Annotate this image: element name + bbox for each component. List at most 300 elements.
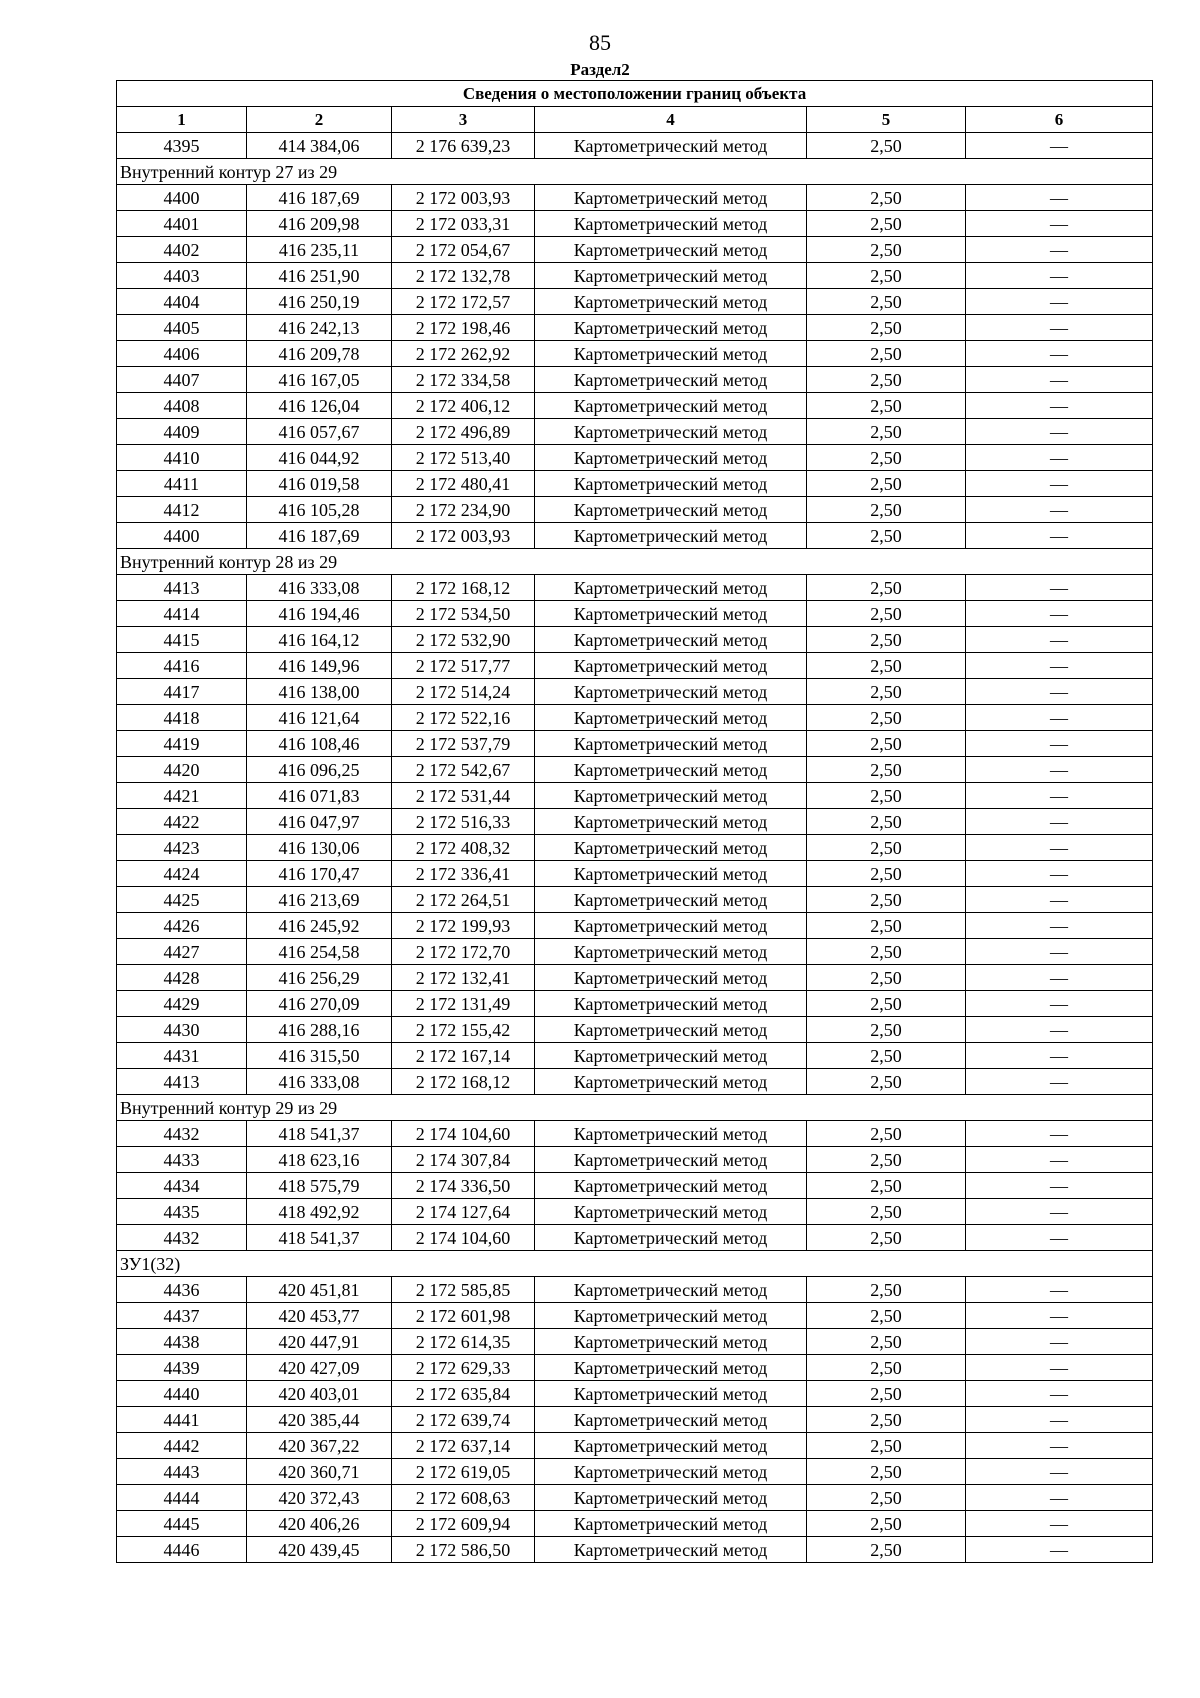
accuracy-cell: 2,50 [807, 1277, 966, 1303]
point-number-cell: 4436 [117, 1277, 247, 1303]
method-cell: Картометрический метод [535, 185, 807, 211]
table-row [117, 1303, 1153, 1329]
point-number-cell: 4410 [117, 445, 247, 471]
table-row [117, 783, 1153, 809]
y-coordinate-cell: 2 172 334,58 [392, 367, 535, 393]
y-coordinate-cell: 2 174 104,60 [392, 1121, 535, 1147]
table-row [117, 497, 1153, 523]
description-cell: — [966, 1433, 1153, 1459]
description-cell: — [966, 289, 1153, 315]
table-row [117, 1147, 1153, 1173]
description-cell: — [966, 809, 1153, 835]
description-cell: — [966, 575, 1153, 601]
method-cell: Картометрический метод [535, 1225, 807, 1251]
x-coordinate-cell: 416 213,69 [247, 887, 392, 913]
x-coordinate-cell: 416 256,29 [247, 965, 392, 991]
x-coordinate-cell: 420 385,44 [247, 1407, 392, 1433]
method-cell: Картометрический метод [535, 523, 807, 549]
description-cell: — [966, 1225, 1153, 1251]
y-coordinate-cell: 2 172 532,90 [392, 627, 535, 653]
accuracy-cell: 2,50 [807, 1459, 966, 1485]
contour-group-label: ЗУ1(32) [117, 1251, 1153, 1277]
description-cell: — [966, 1303, 1153, 1329]
point-number-cell: 4432 [117, 1121, 247, 1147]
method-cell: Картометрический метод [535, 471, 807, 497]
point-number-cell: 4415 [117, 627, 247, 653]
y-coordinate-cell: 2 172 629,33 [392, 1355, 535, 1381]
y-coordinate-cell: 2 172 003,93 [392, 185, 535, 211]
point-number-cell: 4400 [117, 185, 247, 211]
accuracy-cell: 2,50 [807, 393, 966, 419]
x-coordinate-cell: 416 242,13 [247, 315, 392, 341]
method-cell: Картометрический метод [535, 1407, 807, 1433]
method-cell: Картометрический метод [535, 1017, 807, 1043]
description-cell: — [966, 705, 1153, 731]
accuracy-cell: 2,50 [807, 913, 966, 939]
x-coordinate-cell: 416 138,00 [247, 679, 392, 705]
y-coordinate-cell: 2 172 054,67 [392, 237, 535, 263]
description-cell: — [966, 393, 1153, 419]
x-coordinate-cell: 416 126,04 [247, 393, 392, 419]
accuracy-cell: 2,50 [807, 1173, 966, 1199]
table-row [117, 1355, 1153, 1381]
accuracy-cell: 2,50 [807, 1381, 966, 1407]
method-cell: Картометрический метод [535, 237, 807, 263]
table-row [117, 471, 1153, 497]
y-coordinate-cell: 2 172 155,42 [392, 1017, 535, 1043]
method-cell: Картометрический метод [535, 1537, 807, 1563]
section-title: Раздел2 [570, 60, 630, 79]
y-coordinate-cell: 2 174 336,50 [392, 1173, 535, 1199]
description-cell: — [966, 1017, 1153, 1043]
x-coordinate-cell: 420 360,71 [247, 1459, 392, 1485]
accuracy-cell: 2,50 [807, 185, 966, 211]
point-number-cell: 4406 [117, 341, 247, 367]
description-cell: — [966, 1329, 1153, 1355]
method-cell: Картометрический метод [535, 1173, 807, 1199]
page-number: 85 [589, 30, 611, 55]
contour-group-row [117, 159, 1153, 185]
table-row [117, 1433, 1153, 1459]
method-cell: Картометрический метод [535, 835, 807, 861]
y-coordinate-cell: 2 176 639,23 [392, 133, 535, 159]
y-coordinate-cell: 2 172 480,41 [392, 471, 535, 497]
description-cell: — [966, 185, 1153, 211]
table-row [117, 445, 1153, 471]
table-row [117, 1485, 1153, 1511]
point-number-cell: 4427 [117, 939, 247, 965]
point-number-cell: 4422 [117, 809, 247, 835]
table-row [117, 939, 1153, 965]
x-coordinate-cell: 416 333,08 [247, 575, 392, 601]
column-header: 1 [117, 107, 247, 133]
contour-group-row [117, 549, 1153, 575]
point-number-cell: 4423 [117, 835, 247, 861]
y-coordinate-cell: 2 172 531,44 [392, 783, 535, 809]
table-row [117, 1199, 1153, 1225]
method-cell: Картометрический метод [535, 133, 807, 159]
accuracy-cell: 2,50 [807, 627, 966, 653]
accuracy-cell: 2,50 [807, 523, 966, 549]
x-coordinate-cell: 416 254,58 [247, 939, 392, 965]
point-number-cell: 4444 [117, 1485, 247, 1511]
point-number-cell: 4416 [117, 653, 247, 679]
y-coordinate-cell: 2 172 637,14 [392, 1433, 535, 1459]
x-coordinate-cell: 416 105,28 [247, 497, 392, 523]
method-cell: Картометрический метод [535, 705, 807, 731]
description-cell: — [966, 315, 1153, 341]
y-coordinate-cell: 2 172 609,94 [392, 1511, 535, 1537]
description-cell: — [966, 1121, 1153, 1147]
y-coordinate-cell: 2 172 132,78 [392, 263, 535, 289]
y-coordinate-cell: 2 172 167,14 [392, 1043, 535, 1069]
y-coordinate-cell: 2 172 516,33 [392, 809, 535, 835]
point-number-cell: 4429 [117, 991, 247, 1017]
description-cell: — [966, 1459, 1153, 1485]
y-coordinate-cell: 2 172 264,51 [392, 887, 535, 913]
point-number-cell: 4419 [117, 731, 247, 757]
point-number-cell: 4428 [117, 965, 247, 991]
x-coordinate-cell: 416 044,92 [247, 445, 392, 471]
method-cell: Картометрический метод [535, 679, 807, 705]
y-coordinate-cell: 2 172 199,93 [392, 913, 535, 939]
method-cell: Картометрический метод [535, 1069, 807, 1095]
x-coordinate-cell: 416 071,83 [247, 783, 392, 809]
x-coordinate-cell: 416 164,12 [247, 627, 392, 653]
description-cell: — [966, 1407, 1153, 1433]
y-coordinate-cell: 2 172 601,98 [392, 1303, 535, 1329]
x-coordinate-cell: 420 453,77 [247, 1303, 392, 1329]
method-cell: Картометрический метод [535, 627, 807, 653]
method-cell: Картометрический метод [535, 419, 807, 445]
table-row [117, 1043, 1153, 1069]
x-coordinate-cell: 420 451,81 [247, 1277, 392, 1303]
point-number-cell: 4401 [117, 211, 247, 237]
table-row [117, 1329, 1153, 1355]
point-number-cell: 4420 [117, 757, 247, 783]
accuracy-cell: 2,50 [807, 1355, 966, 1381]
description-cell: — [966, 601, 1153, 627]
x-coordinate-cell: 416 250,19 [247, 289, 392, 315]
point-number-cell: 4400 [117, 523, 247, 549]
accuracy-cell: 2,50 [807, 1511, 966, 1537]
table-body [117, 133, 1153, 1563]
method-cell: Картометрический метод [535, 1433, 807, 1459]
point-number-cell: 4418 [117, 705, 247, 731]
x-coordinate-cell: 420 367,22 [247, 1433, 392, 1459]
accuracy-cell: 2,50 [807, 991, 966, 1017]
y-coordinate-cell: 2 172 496,89 [392, 419, 535, 445]
point-number-cell: 4426 [117, 913, 247, 939]
boundary-table [116, 80, 1153, 1563]
x-coordinate-cell: 416 194,46 [247, 601, 392, 627]
point-number-cell: 4411 [117, 471, 247, 497]
x-coordinate-cell: 416 235,11 [247, 237, 392, 263]
description-cell: — [966, 497, 1153, 523]
accuracy-cell: 2,50 [807, 1485, 966, 1511]
column-header: 3 [392, 107, 535, 133]
column-header: 5 [807, 107, 966, 133]
method-cell: Картометрический метод [535, 445, 807, 471]
method-cell: Картометрический метод [535, 939, 807, 965]
table-row [117, 1537, 1153, 1563]
x-coordinate-cell: 416 209,98 [247, 211, 392, 237]
y-coordinate-cell: 2 172 262,92 [392, 341, 535, 367]
table-row [117, 1017, 1153, 1043]
point-number-cell: 4435 [117, 1199, 247, 1225]
y-coordinate-cell: 2 172 639,74 [392, 1407, 535, 1433]
description-cell: — [966, 237, 1153, 263]
y-coordinate-cell: 2 174 307,84 [392, 1147, 535, 1173]
x-coordinate-cell: 416 108,46 [247, 731, 392, 757]
point-number-cell: 4407 [117, 367, 247, 393]
table-row [117, 991, 1153, 1017]
point-number-cell: 4417 [117, 679, 247, 705]
description-cell: — [966, 913, 1153, 939]
x-coordinate-cell: 416 187,69 [247, 523, 392, 549]
description-cell: — [966, 653, 1153, 679]
x-coordinate-cell: 418 541,37 [247, 1121, 392, 1147]
description-cell: — [966, 263, 1153, 289]
x-coordinate-cell: 418 575,79 [247, 1173, 392, 1199]
point-number-cell: 4404 [117, 289, 247, 315]
method-cell: Картометрический метод [535, 393, 807, 419]
table-row [117, 1381, 1153, 1407]
x-coordinate-cell: 416 251,90 [247, 263, 392, 289]
table-row [117, 419, 1153, 445]
description-cell: — [966, 1199, 1153, 1225]
point-number-cell: 4445 [117, 1511, 247, 1537]
point-number-cell: 4425 [117, 887, 247, 913]
x-coordinate-cell: 416 167,05 [247, 367, 392, 393]
table-row [117, 575, 1153, 601]
y-coordinate-cell: 2 172 168,12 [392, 1069, 535, 1095]
y-coordinate-cell: 2 172 513,40 [392, 445, 535, 471]
method-cell: Картометрический метод [535, 1043, 807, 1069]
y-coordinate-cell: 2 172 635,84 [392, 1381, 535, 1407]
x-coordinate-cell: 418 623,16 [247, 1147, 392, 1173]
method-cell: Картометрический метод [535, 731, 807, 757]
point-number-cell: 4403 [117, 263, 247, 289]
accuracy-cell: 2,50 [807, 1225, 966, 1251]
y-coordinate-cell: 2 174 127,64 [392, 1199, 535, 1225]
accuracy-cell: 2,50 [807, 237, 966, 263]
method-cell: Картометрический метод [535, 783, 807, 809]
accuracy-cell: 2,50 [807, 1303, 966, 1329]
table-row [117, 315, 1153, 341]
table-row [117, 809, 1153, 835]
table-row [117, 731, 1153, 757]
table-row [117, 185, 1153, 211]
description-cell: — [966, 757, 1153, 783]
table-row [117, 393, 1153, 419]
accuracy-cell: 2,50 [807, 471, 966, 497]
point-number-cell: 4430 [117, 1017, 247, 1043]
x-coordinate-cell: 420 447,91 [247, 1329, 392, 1355]
description-cell: — [966, 783, 1153, 809]
x-coordinate-cell: 416 170,47 [247, 861, 392, 887]
method-cell: Картометрический метод [535, 913, 807, 939]
description-cell: — [966, 861, 1153, 887]
y-coordinate-cell: 2 172 198,46 [392, 315, 535, 341]
x-coordinate-cell: 416 019,58 [247, 471, 392, 497]
table-row [117, 757, 1153, 783]
y-coordinate-cell: 2 172 168,12 [392, 575, 535, 601]
table-row [117, 1459, 1153, 1485]
description-cell: — [966, 1069, 1153, 1095]
y-coordinate-cell: 2 172 408,32 [392, 835, 535, 861]
method-cell: Картометрический метод [535, 991, 807, 1017]
method-cell: Картометрический метод [535, 315, 807, 341]
x-coordinate-cell: 416 315,50 [247, 1043, 392, 1069]
y-coordinate-cell: 2 172 619,05 [392, 1459, 535, 1485]
table-row [117, 1511, 1153, 1537]
accuracy-cell: 2,50 [807, 939, 966, 965]
accuracy-cell: 2,50 [807, 783, 966, 809]
y-coordinate-cell: 2 172 131,49 [392, 991, 535, 1017]
x-coordinate-cell: 418 541,37 [247, 1225, 392, 1251]
table-row [117, 835, 1153, 861]
accuracy-cell: 2,50 [807, 1069, 966, 1095]
description-cell: — [966, 367, 1153, 393]
accuracy-cell: 2,50 [807, 887, 966, 913]
accuracy-cell: 2,50 [807, 679, 966, 705]
description-cell: — [966, 1355, 1153, 1381]
x-coordinate-cell: 416 047,97 [247, 809, 392, 835]
x-coordinate-cell: 420 427,09 [247, 1355, 392, 1381]
y-coordinate-cell: 2 172 033,31 [392, 211, 535, 237]
accuracy-cell: 2,50 [807, 1407, 966, 1433]
y-coordinate-cell: 2 172 234,90 [392, 497, 535, 523]
column-header: 4 [535, 107, 807, 133]
accuracy-cell: 2,50 [807, 315, 966, 341]
y-coordinate-cell: 2 172 586,50 [392, 1537, 535, 1563]
y-coordinate-cell: 2 172 003,93 [392, 523, 535, 549]
description-cell: — [966, 965, 1153, 991]
description-cell: — [966, 1485, 1153, 1511]
contour-group-label: Внутренний контур 28 из 29 [117, 549, 1153, 575]
point-number-cell: 4408 [117, 393, 247, 419]
point-number-cell: 4437 [117, 1303, 247, 1329]
method-cell: Картометрический метод [535, 1459, 807, 1485]
y-coordinate-cell: 2 172 608,63 [392, 1485, 535, 1511]
y-coordinate-cell: 2 172 517,77 [392, 653, 535, 679]
x-coordinate-cell: 418 492,92 [247, 1199, 392, 1225]
method-cell: Картометрический метод [535, 1355, 807, 1381]
description-cell: — [966, 1043, 1153, 1069]
point-number-cell: 4441 [117, 1407, 247, 1433]
method-cell: Картометрический метод [535, 1511, 807, 1537]
method-cell: Картометрический метод [535, 211, 807, 237]
accuracy-cell: 2,50 [807, 367, 966, 393]
description-cell: — [966, 939, 1153, 965]
contour-group-row [117, 1095, 1153, 1121]
x-coordinate-cell: 416 288,16 [247, 1017, 392, 1043]
table-row [117, 705, 1153, 731]
accuracy-cell: 2,50 [807, 601, 966, 627]
column-header-row [117, 107, 1153, 133]
description-cell: — [966, 211, 1153, 237]
table-row [117, 913, 1153, 939]
description-cell: — [966, 1537, 1153, 1563]
accuracy-cell: 2,50 [807, 1121, 966, 1147]
method-cell: Картометрический метод [535, 1121, 807, 1147]
description-cell: — [966, 887, 1153, 913]
method-cell: Картометрический метод [535, 1147, 807, 1173]
accuracy-cell: 2,50 [807, 1199, 966, 1225]
point-number-cell: 4433 [117, 1147, 247, 1173]
accuracy-cell: 2,50 [807, 809, 966, 835]
point-number-cell: 4446 [117, 1537, 247, 1563]
description-cell: — [966, 419, 1153, 445]
method-cell: Картометрический метод [535, 1485, 807, 1511]
x-coordinate-cell: 416 149,96 [247, 653, 392, 679]
table-row [117, 133, 1153, 159]
point-number-cell: 4442 [117, 1433, 247, 1459]
accuracy-cell: 2,50 [807, 445, 966, 471]
method-cell: Картометрический метод [535, 1329, 807, 1355]
method-cell: Картометрический метод [535, 289, 807, 315]
description-cell: — [966, 1511, 1153, 1537]
point-number-cell: 4431 [117, 1043, 247, 1069]
y-coordinate-cell: 2 172 542,67 [392, 757, 535, 783]
table-caption-row [117, 81, 1153, 107]
accuracy-cell: 2,50 [807, 211, 966, 237]
table-row [117, 1277, 1153, 1303]
description-cell: — [966, 1147, 1153, 1173]
table-row [117, 1173, 1153, 1199]
table-row [117, 263, 1153, 289]
method-cell: Картометрический метод [535, 1199, 807, 1225]
column-header: 6 [966, 107, 1153, 133]
accuracy-cell: 2,50 [807, 965, 966, 991]
x-coordinate-cell: 414 384,06 [247, 133, 392, 159]
column-header: 2 [247, 107, 392, 133]
accuracy-cell: 2,50 [807, 835, 966, 861]
method-cell: Картометрический метод [535, 653, 807, 679]
x-coordinate-cell: 420 403,01 [247, 1381, 392, 1407]
description-cell: — [966, 471, 1153, 497]
y-coordinate-cell: 2 172 585,85 [392, 1277, 535, 1303]
method-cell: Картометрический метод [535, 809, 807, 835]
x-coordinate-cell: 416 096,25 [247, 757, 392, 783]
description-cell: — [966, 133, 1153, 159]
y-coordinate-cell: 2 172 336,41 [392, 861, 535, 887]
method-cell: Картометрический метод [535, 965, 807, 991]
description-cell: — [966, 679, 1153, 705]
point-number-cell: 4421 [117, 783, 247, 809]
accuracy-cell: 2,50 [807, 341, 966, 367]
accuracy-cell: 2,50 [807, 1017, 966, 1043]
method-cell: Картометрический метод [535, 497, 807, 523]
table-caption: Сведения о местоположении границ объекта [117, 81, 1153, 107]
point-number-cell: 4443 [117, 1459, 247, 1485]
y-coordinate-cell: 2 172 614,35 [392, 1329, 535, 1355]
point-number-cell: 4434 [117, 1173, 247, 1199]
y-coordinate-cell: 2 172 406,12 [392, 393, 535, 419]
table-row [117, 601, 1153, 627]
x-coordinate-cell: 416 130,06 [247, 835, 392, 861]
table-row [117, 965, 1153, 991]
x-coordinate-cell: 420 372,43 [247, 1485, 392, 1511]
point-number-cell: 4414 [117, 601, 247, 627]
description-cell: — [966, 523, 1153, 549]
accuracy-cell: 2,50 [807, 705, 966, 731]
method-cell: Картометрический метод [535, 575, 807, 601]
table-row [117, 861, 1153, 887]
accuracy-cell: 2,50 [807, 575, 966, 601]
table-row [117, 237, 1153, 263]
